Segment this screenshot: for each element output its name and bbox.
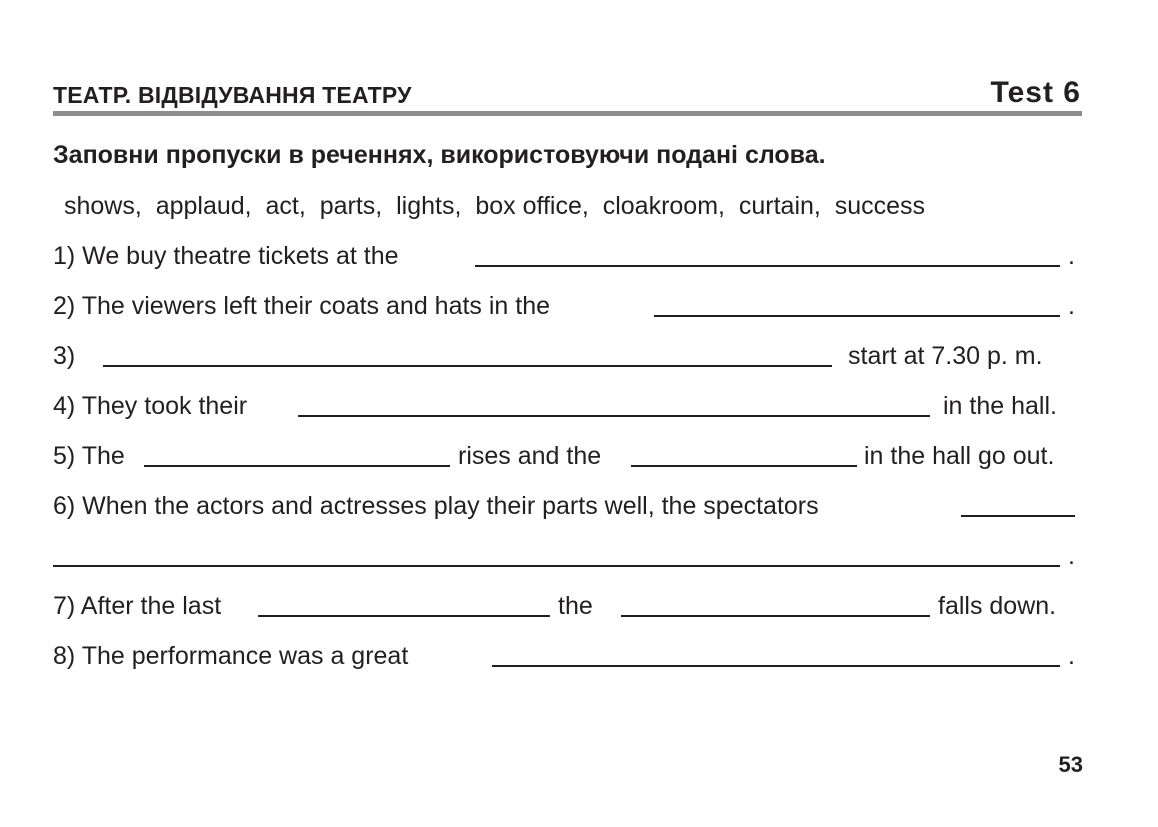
sentence-6-continuation — [53, 542, 1077, 574]
sentence-text-after: in the hall. — [943, 392, 1057, 420]
answer-blank[interactable] — [258, 615, 550, 617]
answer-blank[interactable] — [298, 415, 930, 417]
sentence-text: 2) The viewers left their coats and hats in the — [53, 292, 551, 320]
section-title: ТЕАТР. ВІДВІДУВАННЯ ТЕАТРУ — [53, 82, 412, 108]
sentence-text-after: start at 7.30 p. m. — [848, 342, 1043, 370]
answer-blank[interactable] — [475, 265, 1060, 267]
sentence-3 — [53, 342, 1077, 374]
sentence-text-middle: the — [558, 592, 593, 620]
instruction: Заповни пропуски в реченнях, використовуючи подані слова. — [53, 141, 826, 169]
sentence-5 — [53, 442, 1077, 474]
answer-blank[interactable] — [621, 615, 930, 617]
answer-blank[interactable] — [144, 465, 450, 467]
sentence-number: 3) — [53, 342, 76, 370]
sentence-text: 8) The performance was a great — [53, 642, 409, 670]
sentence-text-before: 5) The — [53, 442, 125, 470]
sentence-7 — [53, 592, 1077, 624]
sentence-1 — [53, 242, 1077, 274]
sentence-text-after: in the hall go out. — [864, 442, 1055, 470]
answer-blank[interactable] — [53, 565, 1060, 567]
answer-blank[interactable] — [631, 465, 857, 467]
sentence-text-before: 4) They took their — [53, 392, 248, 420]
word-bank: shows, applaud, act, parts, lights, box office, cloakroom, curtain, success — [64, 192, 926, 220]
sentence-text: 6) When the actors and actresses play their parts well, the spectators — [53, 492, 819, 520]
sentence-text: 1) We buy theatre tickets at the — [53, 242, 399, 270]
sentence-8 — [53, 642, 1077, 674]
sentence-2 — [53, 292, 1077, 324]
sentence-end: . — [1068, 642, 1075, 670]
answer-blank[interactable] — [654, 315, 1060, 317]
sentence-end: . — [1068, 542, 1075, 570]
sentence-6 — [53, 492, 1077, 524]
sentence-end: . — [1068, 292, 1075, 320]
answer-blank[interactable] — [492, 665, 1060, 667]
header-rule — [53, 111, 1082, 116]
answer-blank[interactable] — [103, 365, 832, 367]
answer-blank[interactable] — [961, 515, 1075, 517]
sentence-text-after: falls down. — [938, 592, 1057, 620]
sentence-text-middle: rises and the — [458, 442, 602, 470]
sentence-4 — [53, 392, 1077, 424]
sentence-end: . — [1068, 242, 1075, 270]
test-label: Test 6 — [990, 76, 1081, 109]
sentence-text-before: 7) After the last — [53, 592, 222, 620]
page-number: 53 — [1058, 752, 1083, 777]
